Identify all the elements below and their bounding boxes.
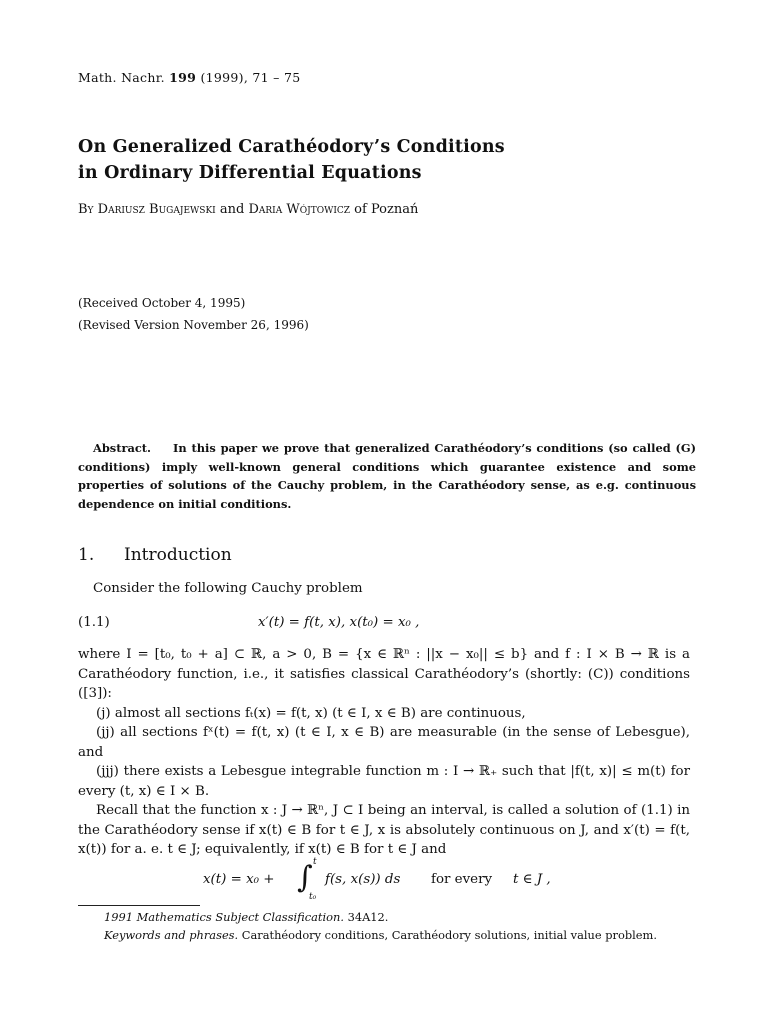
integral-lhs: x(t) = x₀ + — [203, 872, 275, 887]
journal-citation — [78, 70, 300, 85]
and-label: and — [219, 202, 245, 217]
condition-jj: (jj) all sections fˣ(t) = f(t, x) (t ∈ I, x ∈ B) are measurable (in the sense of Lebesgue), and — [78, 725, 690, 760]
paper-title-line-1: On Generalized Carathéodory’s Conditions — [78, 137, 505, 157]
msc-footnote — [104, 910, 388, 924]
where-paragraph: where I = [t₀, t₀ + a] ⊂ ℝ, a > 0, B = {x ∈ ℝⁿ : ||x − x₀|| ≤ b} and f : I × B → ℝ is a Carathéodory function, i.e., it satisfies classical Carathéodory’s (shortly: (C)) conditions ([3]): — [78, 647, 690, 701]
keywords-footnote — [104, 928, 657, 942]
intro-body — [78, 645, 690, 860]
equation-1-1 — [78, 615, 690, 637]
msc-label: 1991 Mathematics Subject Classification. — [104, 910, 344, 924]
for-every-text: for every — [431, 872, 493, 887]
section-title: Introduction — [124, 545, 232, 565]
keywords-value: Carathéodory conditions, Carathéodory solutions, initial value problem. — [241, 928, 657, 942]
revised-date: (Revised Version November 26, 1996) — [78, 318, 309, 332]
author-2: Daria Wójtowicz — [248, 202, 351, 217]
author-1: Dariusz Bugajewski — [97, 202, 216, 217]
equation-body: x′(t) = f(t, x), x(t₀) = x₀ , — [258, 615, 420, 630]
section-number: 1. — [78, 545, 95, 565]
section-heading — [78, 545, 232, 565]
integrand: f(s, x(s)) ds — [325, 872, 401, 887]
footnote-rule — [78, 905, 200, 906]
recall-paragraph: Recall that the function x : J → ℝⁿ, J ⊂ I being an interval, is called a solution of (1.1) in the Carathéodory sense if x(t) ∈ B for t ∈ J, x is absolutely continuous on J, and x′(t) = f(t, x(t)) for a. e. t ∈ J; equivalently, if x(t) ∈ B for t ∈ J and — [78, 803, 690, 857]
journal-volume: 199 — [169, 70, 197, 85]
affiliation: of Poznań — [354, 202, 419, 217]
integral-domain: t ∈ J , — [513, 872, 551, 887]
journal-year-pages: (1999), 71 – 75 — [200, 70, 301, 85]
author-line — [78, 202, 418, 217]
abstract-label: Abstract. — [93, 441, 152, 455]
integral-equation — [203, 857, 683, 902]
integral-sign: ∫ — [297, 860, 313, 895]
condition-j: (j) almost all sections fₜ(x) = f(t, x) (t ∈ I, x ∈ B) are continuous, — [96, 705, 526, 721]
journal-name: Math. Nachr. — [78, 70, 165, 85]
received-date: (Received October 4, 1995) — [78, 296, 246, 310]
keywords-label: Keywords and phrases. — [104, 928, 239, 942]
condition-jjj: (jjj) there exists a Lebesgue integrable function m : I → ℝ₊ such that |f(t, x)| ≤ m(t) for every (t, x) ∈ I × B. — [78, 764, 690, 799]
abstract — [78, 439, 696, 513]
abstract-text: In this paper we prove that generalized Carathéodory’s conditions (so called (G) conditions) imply well-known general conditions which guarantee existence and some properties of solutions of the Cauchy problem, in the Carathéodory sense, as e.g. continuous dependence on initial conditions. — [78, 441, 696, 511]
by-label: By — [78, 202, 94, 217]
integral-lower-limit: t₀ — [309, 892, 317, 902]
paper-title-line-2: in Ordinary Differential Equations — [78, 163, 422, 183]
equation-number: (1.1) — [78, 615, 110, 630]
consider-paragraph: Consider the following Cauchy problem — [93, 581, 363, 596]
integral-upper-limit: t — [313, 857, 317, 867]
msc-value: 34A12. — [347, 910, 389, 924]
